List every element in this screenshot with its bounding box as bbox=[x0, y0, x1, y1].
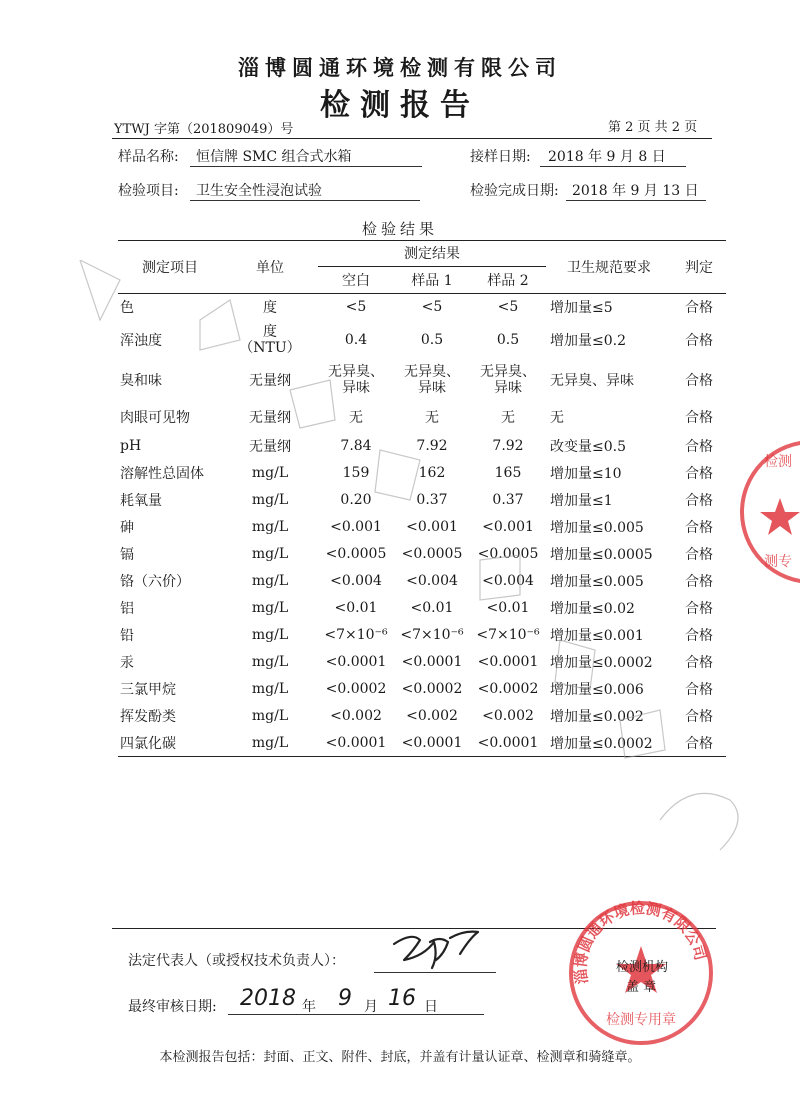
side-seal-top: 检测 bbox=[764, 454, 792, 470]
row-blank: <0.01 bbox=[334, 600, 378, 616]
row-unit: mg/L bbox=[251, 573, 289, 589]
test-item-label: 检验项目: bbox=[118, 183, 179, 199]
row-sample1-line1: 无异臭、 bbox=[404, 363, 460, 380]
row-blank-line2: 异味 bbox=[342, 379, 370, 396]
header-sample1: 样品 1 bbox=[411, 273, 453, 289]
row-unit: mg/L bbox=[251, 708, 289, 724]
row-item: 汞 bbox=[120, 655, 134, 671]
table-row bbox=[118, 730, 726, 757]
row-sample2: <0.001 bbox=[482, 519, 534, 535]
row-sample2: 165 bbox=[494, 465, 522, 481]
row-unit: mg/L bbox=[251, 546, 289, 562]
row-judgement: 合格 bbox=[685, 466, 713, 482]
row-sample1: <0.0005 bbox=[401, 546, 463, 562]
row-sample2: <0.002 bbox=[482, 708, 534, 724]
row-blank: 0.20 bbox=[340, 492, 372, 508]
footer-note: 本检测报告包括：封面、正文、附件、封底，并盖有计量认证章、检测章和骑缝章。 bbox=[159, 1050, 641, 1065]
row-sample2: <5 bbox=[497, 299, 519, 316]
row-unit-line1: 度 bbox=[263, 323, 277, 340]
row-sample2: <0.0001 bbox=[477, 734, 539, 751]
row-item: 浑浊度 bbox=[120, 332, 162, 349]
row-requirement: 增加量≤0.0002 bbox=[550, 735, 653, 752]
row-sample2: <0.0002 bbox=[477, 681, 539, 697]
row-requirement: 增加量≤0.0005 bbox=[550, 547, 653, 563]
row-requirement: 增加量≤0.006 bbox=[550, 682, 644, 698]
table-row bbox=[118, 676, 726, 703]
row-unit: 度 bbox=[263, 300, 277, 317]
row-sample1 bbox=[394, 359, 470, 401]
row-judgement: 合格 bbox=[685, 409, 713, 426]
finish-date-value: 2018 年 9 月 13 日 bbox=[572, 183, 699, 199]
row-sample2: <0.01 bbox=[486, 600, 530, 616]
header-unit: 单位 bbox=[256, 259, 284, 276]
table-row bbox=[118, 433, 726, 460]
row-sample2: 0.37 bbox=[492, 492, 524, 508]
row-blank: <0.0001 bbox=[325, 734, 387, 751]
row-judgement: 合格 bbox=[685, 547, 713, 563]
header-sample2: 样品 2 bbox=[487, 273, 529, 289]
row-judgement: 合格 bbox=[685, 372, 713, 389]
row-judgement: 合格 bbox=[685, 709, 713, 725]
results-table bbox=[118, 240, 726, 757]
table-row bbox=[118, 541, 726, 568]
table-row bbox=[118, 460, 726, 487]
table-row bbox=[118, 595, 726, 622]
row-blank: <0.0005 bbox=[325, 546, 387, 562]
table-row bbox=[118, 703, 726, 730]
row-sample1: <7×10⁻⁶ bbox=[400, 627, 464, 643]
row-requirement: 增加量≤0.005 bbox=[550, 574, 644, 590]
finish-date-label: 检验完成日期: bbox=[470, 183, 559, 199]
review-year-unit: 年 bbox=[302, 999, 316, 1015]
header-requirement: 卫生规范要求 bbox=[567, 259, 651, 276]
review-day-unit: 日 bbox=[424, 999, 438, 1015]
row-blank-line1: 无异臭、 bbox=[328, 363, 384, 380]
signature-graphic bbox=[386, 924, 496, 972]
row-judgement: 合格 bbox=[685, 601, 713, 617]
row-requirement: 增加量≤5 bbox=[550, 300, 613, 317]
row-item: 镉 bbox=[120, 547, 134, 563]
row-sample1: <5 bbox=[421, 299, 443, 316]
row-unit bbox=[222, 321, 318, 359]
row-item: 溶解性总固体 bbox=[120, 466, 204, 482]
row-sample2: <0.004 bbox=[482, 573, 534, 589]
row-item: 挥发酚类 bbox=[120, 709, 176, 725]
row-blank: <0.002 bbox=[330, 708, 382, 724]
review-month-unit: 月 bbox=[364, 999, 378, 1015]
row-sample1: 7.92 bbox=[416, 438, 448, 454]
row-blank: <0.0002 bbox=[325, 681, 387, 697]
row-requirement: 增加量≤0.2 bbox=[550, 332, 626, 349]
row-blank: <5 bbox=[345, 299, 367, 316]
row-blank: 无 bbox=[349, 409, 363, 426]
results-title: 检验结果 bbox=[361, 220, 438, 238]
row-sample1: 0.5 bbox=[420, 331, 444, 348]
row-unit: mg/L bbox=[251, 492, 289, 508]
row-sample1: <0.0001 bbox=[401, 734, 463, 751]
row-item: pH bbox=[120, 438, 142, 454]
header-divider bbox=[112, 138, 712, 139]
row-requirement: 增加量≤10 bbox=[550, 466, 622, 482]
row-sample1: 0.37 bbox=[416, 492, 448, 508]
row-requirement: 无 bbox=[550, 409, 564, 426]
row-item: 铝 bbox=[120, 601, 134, 617]
row-blank: <0.0001 bbox=[325, 654, 387, 670]
sample-name-value: 恒信牌 SMC 组合式水箱 bbox=[196, 149, 352, 165]
row-sample2-line2: 异味 bbox=[494, 379, 522, 396]
row-sample1-line2: 异味 bbox=[418, 379, 446, 396]
row-judgement: 合格 bbox=[685, 300, 713, 317]
row-item: 铅 bbox=[120, 628, 134, 644]
report-title: 检测报告 bbox=[320, 88, 480, 123]
row-sample1: <0.001 bbox=[406, 519, 458, 535]
row-sample2: 0.5 bbox=[496, 331, 520, 348]
row-requirement: 改变量≤0.5 bbox=[550, 439, 626, 455]
row-item: 耗氧量 bbox=[120, 493, 162, 509]
row-blank: 159 bbox=[342, 465, 370, 481]
review-day: 16 bbox=[388, 986, 416, 1011]
review-month: 9 bbox=[338, 986, 352, 1011]
row-item: 砷 bbox=[120, 520, 134, 536]
row-unit: 无量纲 bbox=[249, 372, 291, 389]
header-result: 测定结果 bbox=[318, 240, 546, 267]
review-year: 2018 bbox=[240, 986, 296, 1011]
row-judgement: 合格 bbox=[685, 735, 713, 752]
side-seal bbox=[740, 432, 800, 592]
row-requirement: 无异臭、异味 bbox=[550, 372, 634, 389]
row-sample1: <0.002 bbox=[406, 708, 458, 724]
side-seal-bottom: 测专 bbox=[764, 554, 792, 570]
row-blank bbox=[318, 359, 394, 401]
row-sample1: <0.004 bbox=[406, 573, 458, 589]
row-unit: mg/L bbox=[251, 654, 289, 670]
row-judgement: 合格 bbox=[685, 493, 713, 509]
row-blank: <0.001 bbox=[330, 519, 382, 535]
row-item: 三氯甲烷 bbox=[120, 682, 176, 698]
row-unit: mg/L bbox=[251, 734, 289, 751]
page-number: 第 2 页 共 2 页 bbox=[608, 120, 698, 135]
receive-date-value: 2018 年 9 月 8 日 bbox=[548, 149, 666, 165]
header-blank: 空白 bbox=[342, 273, 370, 289]
row-judgement: 合格 bbox=[685, 574, 713, 590]
row-item: 色 bbox=[120, 300, 134, 317]
table-row bbox=[118, 359, 726, 401]
row-blank: 7.84 bbox=[340, 438, 372, 454]
table-row bbox=[118, 649, 726, 676]
header-item: 测定项目 bbox=[142, 259, 198, 276]
row-item: 肉眼可见物 bbox=[120, 409, 190, 426]
test-item-value: 卫生安全性浸泡试验 bbox=[196, 183, 322, 199]
row-sample1: 无 bbox=[425, 409, 439, 426]
org-seal-sub: 检测专用章 bbox=[606, 1012, 676, 1028]
table-row bbox=[118, 321, 726, 359]
row-sample2: <0.0001 bbox=[477, 654, 539, 670]
row-sample1: <0.01 bbox=[410, 600, 454, 616]
row-sample2: <0.0005 bbox=[477, 546, 539, 562]
row-requirement: 增加量≤0.002 bbox=[550, 709, 644, 725]
receive-date-label: 接样日期: bbox=[470, 149, 531, 165]
row-unit: mg/L bbox=[251, 465, 289, 481]
row-item: 铬（六价） bbox=[120, 574, 190, 590]
row-judgement: 合格 bbox=[685, 332, 713, 349]
row-sample2: 7.92 bbox=[492, 438, 524, 454]
row-sample2: 无 bbox=[501, 409, 515, 426]
row-item: 四氯化碳 bbox=[120, 735, 176, 752]
row-unit: 无量纲 bbox=[249, 409, 291, 426]
row-unit: mg/L bbox=[251, 681, 289, 697]
row-judgement: 合格 bbox=[685, 655, 713, 671]
sample-name-label: 样品名称: bbox=[118, 149, 179, 165]
row-sample1: 162 bbox=[418, 465, 446, 481]
row-requirement: 增加量≤0.0002 bbox=[550, 655, 653, 671]
row-judgement: 合格 bbox=[685, 628, 713, 644]
row-requirement: 增加量≤0.02 bbox=[550, 601, 635, 617]
report-ref-number: YTWJ 字第（201809049）号 bbox=[114, 122, 294, 137]
representative-label: 法定代表人（或授权技术负责人）： bbox=[128, 953, 345, 969]
row-unit: 无量纲 bbox=[249, 439, 291, 455]
table-row bbox=[118, 514, 726, 541]
table-row bbox=[118, 487, 726, 514]
org-seal-label-1: 检测机构 bbox=[616, 960, 669, 975]
row-sample2 bbox=[470, 359, 546, 401]
review-date-label: 最终审核日期: bbox=[128, 999, 217, 1015]
row-requirement: 增加量≤0.001 bbox=[550, 628, 644, 644]
row-judgement: 合格 bbox=[685, 439, 713, 455]
row-unit: mg/L bbox=[251, 600, 289, 616]
row-judgement: 合格 bbox=[685, 682, 713, 698]
table-row bbox=[118, 401, 726, 433]
row-unit-line2: （NTU） bbox=[239, 339, 301, 356]
row-sample2-line1: 无异臭、 bbox=[480, 363, 536, 380]
row-requirement: 增加量≤0.005 bbox=[550, 520, 644, 536]
row-blank: 0.4 bbox=[344, 331, 368, 348]
row-sample1: <0.0001 bbox=[401, 654, 463, 670]
org-seal-text: 淄博圆通环境检测有限公司 bbox=[571, 898, 710, 986]
row-unit: mg/L bbox=[251, 627, 289, 643]
row-judgement: 合格 bbox=[685, 520, 713, 536]
header-judgement: 判定 bbox=[685, 259, 713, 276]
row-item: 臭和味 bbox=[120, 372, 162, 389]
row-blank: <0.004 bbox=[330, 573, 382, 589]
table-row bbox=[118, 568, 726, 595]
row-sample1: <0.0002 bbox=[401, 681, 463, 697]
table-row bbox=[118, 294, 726, 321]
row-sample2: <7×10⁻⁶ bbox=[476, 627, 540, 643]
row-unit: mg/L bbox=[251, 519, 289, 535]
table-row bbox=[118, 622, 726, 649]
row-requirement: 增加量≤1 bbox=[550, 493, 613, 509]
row-blank: <7×10⁻⁶ bbox=[324, 627, 388, 643]
org-seal-label-2: 盖 章 bbox=[626, 980, 657, 995]
company-name: 淄博圆通环境检测有限公司 bbox=[238, 55, 562, 80]
